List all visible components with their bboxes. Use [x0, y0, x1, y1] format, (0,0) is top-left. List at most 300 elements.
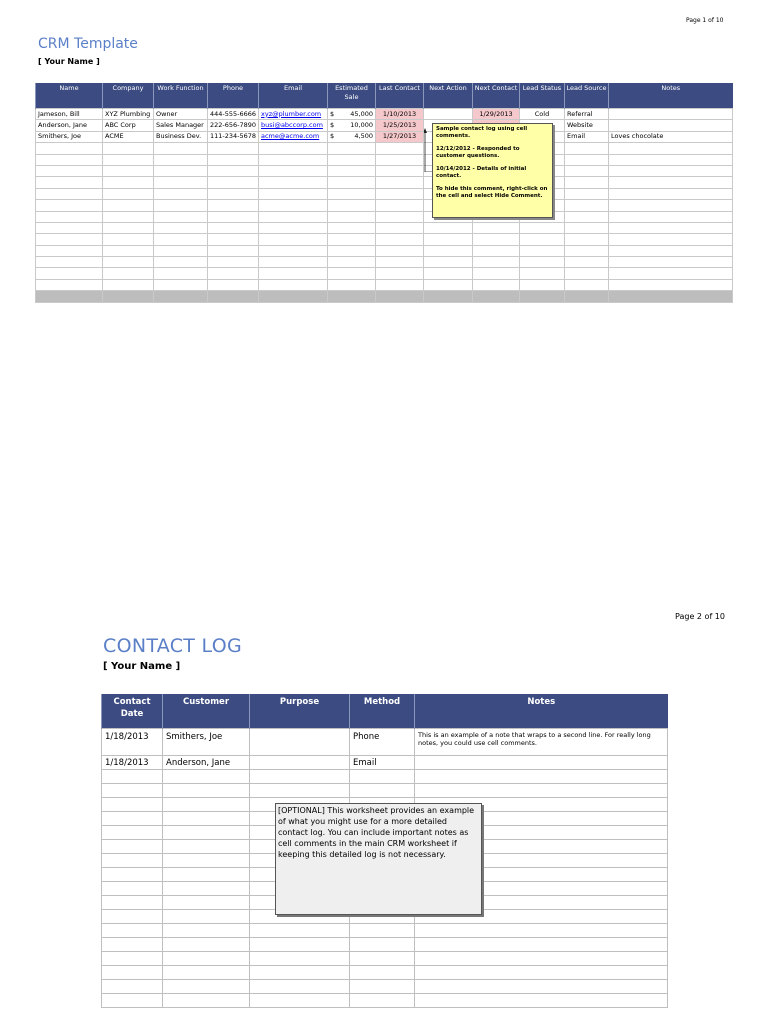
empty-cell[interactable] — [102, 854, 163, 868]
empty-cell[interactable] — [163, 784, 250, 798]
last-contact-cell[interactable]: 1/10/2013 — [376, 109, 424, 120]
email-link[interactable]: acme@acme.com — [261, 132, 320, 141]
empty-cell[interactable] — [565, 165, 609, 176]
empty-cell[interactable] — [163, 826, 250, 840]
footer-cell — [259, 291, 328, 302]
empty-cell[interactable] — [102, 840, 163, 854]
comment-line: 10/14/2012 - Details of initial contact. — [436, 166, 527, 179]
empty-cell[interactable] — [154, 257, 208, 268]
empty-cell[interactable] — [208, 143, 259, 154]
empty-cell[interactable] — [424, 234, 473, 245]
lead-status-cell[interactable]: Cold — [520, 109, 565, 120]
customer-cell[interactable]: Smithers, Joe — [163, 729, 250, 756]
empty-cell[interactable] — [154, 188, 208, 199]
table-row — [36, 268, 733, 279]
empty-cell[interactable] — [520, 245, 565, 256]
empty-cell[interactable] — [328, 143, 376, 154]
email-cell[interactable] — [259, 109, 328, 120]
last-contact-cell[interactable]: 1/27/2013 — [376, 131, 424, 142]
empty-cell[interactable] — [163, 910, 250, 924]
footer-cell — [424, 291, 473, 302]
company-cell[interactable]: XYZ Plumbing — [103, 109, 154, 120]
work-function-cell[interactable]: Owner — [154, 109, 208, 120]
empty-cell[interactable] — [376, 188, 424, 199]
empty-cell[interactable] — [102, 812, 163, 826]
empty-cell[interactable] — [609, 143, 733, 154]
customer-cell[interactable]: Anderson, Jane — [163, 756, 250, 770]
empty-cell[interactable] — [259, 257, 328, 268]
empty-cell[interactable] — [102, 868, 163, 882]
empty-cell[interactable] — [376, 154, 424, 165]
table-footer-row — [36, 291, 733, 302]
empty-cell[interactable] — [154, 177, 208, 188]
empty-cell[interactable] — [328, 154, 376, 165]
empty-cell[interactable] — [376, 211, 424, 222]
empty-cell[interactable] — [415, 924, 668, 938]
empty-cell[interactable] — [565, 200, 609, 211]
empty-cell[interactable] — [376, 257, 424, 268]
empty-cell[interactable] — [208, 268, 259, 279]
empty-cell[interactable] — [36, 143, 103, 154]
empty-cell[interactable] — [154, 211, 208, 222]
empty-cell[interactable] — [154, 154, 208, 165]
empty-cell[interactable] — [609, 279, 733, 290]
empty-cell[interactable] — [163, 896, 250, 910]
empty-cell[interactable] — [259, 268, 328, 279]
lead-source-cell[interactable]: Website — [565, 120, 609, 131]
empty-cell[interactable] — [259, 165, 328, 176]
empty-cell[interactable] — [376, 200, 424, 211]
empty-cell[interactable] — [565, 211, 609, 222]
empty-cell[interactable] — [36, 245, 103, 256]
empty-cell[interactable] — [328, 177, 376, 188]
column-header[interactable]: Purpose — [250, 694, 350, 729]
footer-cell — [520, 291, 565, 302]
empty-cell[interactable] — [350, 770, 415, 784]
empty-cell[interactable] — [103, 177, 154, 188]
empty-cell[interactable] — [259, 211, 328, 222]
empty-cell[interactable] — [250, 966, 350, 980]
empty-cell[interactable] — [250, 994, 350, 1008]
table-row — [102, 770, 668, 784]
empty-cell[interactable] — [250, 952, 350, 966]
estimated-sale-cell[interactable] — [328, 109, 376, 120]
footer-cell — [609, 291, 733, 302]
column-header[interactable]: Contact Date — [102, 694, 163, 729]
footer-cell — [328, 291, 376, 302]
empty-cell[interactable] — [415, 994, 668, 1008]
empty-cell[interactable] — [102, 924, 163, 938]
empty-cell[interactable] — [36, 177, 103, 188]
table-row — [36, 234, 733, 245]
empty-cell[interactable] — [565, 245, 609, 256]
empty-cell[interactable] — [36, 222, 103, 233]
name-cell[interactable]: Anderson, Jane — [36, 120, 103, 131]
empty-cell[interactable] — [328, 200, 376, 211]
empty-cell[interactable] — [520, 222, 565, 233]
empty-cell[interactable] — [328, 245, 376, 256]
method-cell[interactable]: Phone — [350, 729, 415, 756]
notes-cell[interactable] — [609, 109, 733, 120]
empty-cell[interactable] — [103, 234, 154, 245]
empty-cell[interactable] — [36, 154, 103, 165]
table-row — [36, 143, 733, 154]
empty-cell[interactable] — [376, 165, 424, 176]
empty-cell[interactable] — [609, 245, 733, 256]
empty-cell[interactable] — [250, 924, 350, 938]
empty-cell[interactable] — [102, 966, 163, 980]
empty-cell[interactable] — [103, 211, 154, 222]
notes-cell[interactable] — [415, 756, 668, 770]
email-cell[interactable] — [259, 131, 328, 142]
footer-cell — [376, 291, 424, 302]
next-contact-cell[interactable]: 1/29/2013 — [473, 109, 520, 120]
method-cell[interactable]: Email — [350, 756, 415, 770]
empty-cell[interactable] — [520, 234, 565, 245]
empty-cell[interactable] — [609, 268, 733, 279]
column-header[interactable]: Notes — [609, 83, 733, 109]
notes-cell[interactable] — [609, 120, 733, 131]
empty-cell[interactable] — [163, 966, 250, 980]
column-header[interactable]: Estimated Sale — [328, 83, 376, 109]
empty-cell[interactable] — [609, 211, 733, 222]
empty-cell[interactable] — [473, 279, 520, 290]
empty-cell[interactable] — [208, 234, 259, 245]
empty-cell[interactable] — [36, 257, 103, 268]
purpose-cell[interactable] — [250, 756, 350, 770]
page-number: Page 1 of 10 — [686, 17, 724, 24]
empty-cell[interactable] — [163, 812, 250, 826]
empty-cell[interactable] — [154, 245, 208, 256]
empty-cell[interactable] — [424, 245, 473, 256]
empty-cell[interactable] — [102, 952, 163, 966]
footer-cell — [154, 291, 208, 302]
empty-cell[interactable] — [473, 257, 520, 268]
empty-cell[interactable] — [565, 222, 609, 233]
empty-cell[interactable] — [415, 784, 668, 798]
empty-cell[interactable] — [36, 211, 103, 222]
notes-cell[interactable]: Loves chocolate — [609, 131, 733, 142]
footer-cell — [36, 291, 103, 302]
empty-cell[interactable] — [424, 222, 473, 233]
empty-cell[interactable] — [36, 234, 103, 245]
table-row — [102, 952, 668, 966]
email-link[interactable]: busi@abccorp.com — [261, 121, 323, 130]
empty-cell[interactable] — [376, 143, 424, 154]
empty-cell[interactable] — [208, 200, 259, 211]
empty-cell[interactable] — [102, 882, 163, 896]
empty-cell[interactable] — [609, 257, 733, 268]
empty-cell[interactable] — [609, 154, 733, 165]
empty-cell[interactable] — [609, 234, 733, 245]
empty-cell[interactable] — [376, 234, 424, 245]
column-header[interactable]: Phone — [208, 83, 259, 109]
empty-cell[interactable] — [154, 234, 208, 245]
empty-cell[interactable] — [259, 188, 328, 199]
empty-cell[interactable] — [415, 938, 668, 952]
cell-comment-popup[interactable] — [432, 123, 553, 218]
empty-cell[interactable] — [565, 143, 609, 154]
work-function-cell[interactable]: Business Dev. — [154, 131, 208, 142]
empty-cell[interactable] — [103, 222, 154, 233]
empty-cell[interactable] — [350, 938, 415, 952]
empty-cell[interactable] — [102, 896, 163, 910]
notes-cell[interactable]: This is an example of a note that wraps to a second line. For really long notes, you could use cell comments. — [415, 729, 668, 756]
empty-cell[interactable] — [36, 165, 103, 176]
empty-cell[interactable] — [259, 200, 328, 211]
empty-cell[interactable] — [154, 143, 208, 154]
empty-cell[interactable] — [350, 952, 415, 966]
empty-cell[interactable] — [163, 868, 250, 882]
empty-cell[interactable] — [565, 154, 609, 165]
empty-cell[interactable] — [328, 222, 376, 233]
empty-cell[interactable] — [609, 165, 733, 176]
table-row — [36, 120, 733, 131]
empty-cell[interactable] — [154, 165, 208, 176]
empty-cell[interactable] — [36, 200, 103, 211]
your-name-label: [ Your Name ] — [103, 661, 181, 672]
estimated-sale-cell[interactable] — [328, 120, 376, 131]
empty-cell[interactable] — [103, 245, 154, 256]
table-row — [102, 924, 668, 938]
empty-cell[interactable] — [250, 980, 350, 994]
empty-cell[interactable] — [376, 268, 424, 279]
empty-cell[interactable] — [415, 952, 668, 966]
empty-cell[interactable] — [350, 924, 415, 938]
table-row — [36, 200, 733, 211]
crm-header-row — [36, 83, 733, 109]
currency-symbol: $ — [330, 121, 335, 130]
empty-cell[interactable] — [350, 966, 415, 980]
empty-cell[interactable] — [520, 257, 565, 268]
column-header[interactable]: Lead Status — [520, 83, 565, 109]
empty-cell[interactable] — [376, 222, 424, 233]
column-header[interactable]: Customer — [163, 694, 250, 729]
empty-cell[interactable] — [208, 177, 259, 188]
phone-cell[interactable]: 222-656-7890 — [208, 120, 259, 131]
email-cell[interactable] — [259, 120, 328, 131]
column-header[interactable]: Email — [259, 83, 328, 109]
empty-cell[interactable] — [376, 177, 424, 188]
table-row — [36, 222, 733, 233]
empty-cell[interactable] — [259, 143, 328, 154]
empty-cell[interactable] — [208, 188, 259, 199]
empty-cell[interactable] — [163, 924, 250, 938]
estimated-sale-cell[interactable] — [328, 131, 376, 142]
empty-cell[interactable] — [424, 268, 473, 279]
company-cell[interactable]: ABC Corp — [103, 120, 154, 131]
empty-cell[interactable] — [163, 994, 250, 1008]
empty-cell[interactable] — [350, 980, 415, 994]
contact-date-cell[interactable]: 1/18/2013 — [102, 729, 163, 756]
column-header[interactable]: Work Function — [154, 83, 208, 109]
currency-symbol: $ — [330, 109, 335, 118]
empty-cell[interactable] — [36, 279, 103, 290]
empty-cell[interactable] — [609, 177, 733, 188]
empty-cell[interactable] — [102, 784, 163, 798]
empty-cell[interactable] — [102, 938, 163, 952]
empty-cell[interactable] — [328, 188, 376, 199]
sale-amount: 45,000 — [350, 109, 373, 118]
empty-cell[interactable] — [565, 257, 609, 268]
name-cell[interactable]: Jameson, Bill — [36, 109, 103, 120]
empty-cell[interactable] — [163, 980, 250, 994]
empty-cell[interactable] — [259, 177, 328, 188]
empty-cell[interactable] — [102, 826, 163, 840]
table-row — [36, 177, 733, 188]
empty-cell[interactable] — [36, 188, 103, 199]
empty-cell[interactable] — [103, 154, 154, 165]
comment-connector — [424, 128, 432, 172]
empty-cell[interactable] — [565, 268, 609, 279]
empty-cell[interactable] — [259, 234, 328, 245]
phone-cell[interactable]: 444-555-6666 — [208, 109, 259, 120]
empty-cell[interactable] — [259, 279, 328, 290]
empty-cell[interactable] — [208, 245, 259, 256]
empty-cell[interactable] — [609, 222, 733, 233]
column-header[interactable]: Name — [36, 83, 103, 109]
empty-cell[interactable] — [565, 279, 609, 290]
empty-cell[interactable] — [154, 222, 208, 233]
empty-cell[interactable] — [102, 994, 163, 1008]
empty-cell[interactable] — [208, 154, 259, 165]
table-row — [102, 938, 668, 952]
empty-cell[interactable] — [208, 222, 259, 233]
empty-cell[interactable] — [103, 268, 154, 279]
empty-cell[interactable] — [565, 177, 609, 188]
phone-cell[interactable]: 111-234-5678 — [208, 131, 259, 142]
empty-cell[interactable] — [102, 798, 163, 812]
empty-cell[interactable] — [328, 211, 376, 222]
empty-cell[interactable] — [208, 279, 259, 290]
sale-amount: 10,000 — [350, 121, 373, 130]
empty-cell[interactable] — [163, 798, 250, 812]
empty-cell[interactable] — [328, 279, 376, 290]
purpose-cell[interactable] — [250, 729, 350, 756]
empty-cell[interactable] — [259, 245, 328, 256]
empty-cell[interactable] — [376, 245, 424, 256]
empty-cell[interactable] — [473, 222, 520, 233]
empty-cell[interactable] — [415, 966, 668, 980]
empty-cell[interactable] — [103, 200, 154, 211]
lead-source-cell[interactable]: Email — [565, 131, 609, 142]
contact-date-cell[interactable]: 1/18/2013 — [102, 756, 163, 770]
column-header[interactable]: Next Action — [424, 83, 473, 109]
empty-cell[interactable] — [102, 980, 163, 994]
company-cell[interactable]: ACME — [103, 131, 154, 142]
empty-cell[interactable] — [520, 268, 565, 279]
name-cell[interactable]: Smithers, Joe — [36, 131, 103, 142]
table-row — [36, 245, 733, 256]
last-contact-cell[interactable]: 1/25/2013 — [376, 120, 424, 131]
footer-cell — [565, 291, 609, 302]
empty-cell[interactable] — [350, 994, 415, 1008]
empty-cell[interactable] — [163, 938, 250, 952]
empty-cell[interactable] — [163, 854, 250, 868]
empty-cell[interactable] — [350, 784, 415, 798]
crm-table — [35, 83, 733, 303]
empty-cell[interactable] — [609, 188, 733, 199]
empty-cell[interactable] — [609, 200, 733, 211]
work-function-cell[interactable]: Sales Manager — [154, 120, 208, 131]
empty-cell[interactable] — [103, 143, 154, 154]
empty-cell[interactable] — [154, 268, 208, 279]
column-header[interactable]: Company — [103, 83, 154, 109]
log-header-row — [102, 694, 668, 729]
empty-cell[interactable] — [163, 840, 250, 854]
empty-cell[interactable] — [328, 268, 376, 279]
page-number: Page 2 of 10 — [675, 612, 725, 621]
table-row — [36, 109, 733, 120]
column-header[interactable]: Method — [350, 694, 415, 729]
footer-cell — [103, 291, 154, 302]
empty-cell[interactable] — [473, 234, 520, 245]
cell-comment-popup[interactable]: [OPTIONAL] This worksheet provides an example of what you might use for a more detailed contact log. You can include important notes as cell comments in the main CRM worksheet if keeping this detailed log is not necessary. — [275, 803, 482, 915]
empty-cell[interactable] — [103, 188, 154, 199]
empty-cell[interactable] — [36, 268, 103, 279]
table-row — [102, 994, 668, 1008]
empty-cell[interactable] — [103, 257, 154, 268]
empty-cell[interactable] — [565, 188, 609, 199]
empty-cell[interactable] — [520, 279, 565, 290]
empty-cell[interactable] — [103, 279, 154, 290]
empty-cell[interactable] — [208, 165, 259, 176]
empty-cell[interactable] — [473, 268, 520, 279]
empty-cell[interactable] — [102, 770, 163, 784]
empty-cell[interactable] — [259, 222, 328, 233]
empty-cell[interactable] — [154, 200, 208, 211]
table-row — [36, 279, 733, 290]
empty-cell[interactable] — [250, 938, 350, 952]
empty-cell[interactable] — [103, 165, 154, 176]
empty-cell[interactable] — [376, 279, 424, 290]
column-header[interactable]: Notes — [415, 694, 668, 729]
empty-cell[interactable] — [424, 257, 473, 268]
table-row — [36, 257, 733, 268]
column-header[interactable]: Next Contact — [473, 83, 520, 109]
table-row — [102, 966, 668, 980]
empty-cell[interactable] — [163, 882, 250, 896]
empty-cell[interactable] — [163, 770, 250, 784]
empty-cell[interactable] — [250, 770, 350, 784]
empty-cell[interactable] — [163, 952, 250, 966]
empty-cell[interactable] — [250, 784, 350, 798]
empty-cell[interactable] — [208, 257, 259, 268]
table-row — [36, 131, 733, 142]
comment-line: 12/12/2012 - Responded to customer questions. — [436, 146, 520, 159]
empty-cell[interactable] — [415, 770, 668, 784]
empty-cell[interactable] — [565, 234, 609, 245]
column-header[interactable]: Lead Source — [565, 83, 609, 109]
empty-cell[interactable] — [208, 211, 259, 222]
table-row — [102, 756, 668, 770]
email-link[interactable]: xyz@plumber.com — [261, 109, 322, 118]
empty-cell[interactable] — [102, 910, 163, 924]
next-action-cell[interactable] — [424, 109, 473, 120]
empty-cell[interactable] — [259, 154, 328, 165]
column-header[interactable]: Last Contact — [376, 83, 424, 109]
empty-cell[interactable] — [415, 980, 668, 994]
lead-source-cell[interactable]: Referral — [565, 109, 609, 120]
empty-cell[interactable] — [328, 165, 376, 176]
table-row — [36, 188, 733, 199]
empty-cell[interactable] — [154, 279, 208, 290]
empty-cell[interactable] — [328, 257, 376, 268]
empty-cell[interactable] — [473, 245, 520, 256]
empty-cell[interactable] — [328, 234, 376, 245]
currency-symbol: $ — [330, 132, 335, 141]
empty-cell[interactable] — [424, 279, 473, 290]
